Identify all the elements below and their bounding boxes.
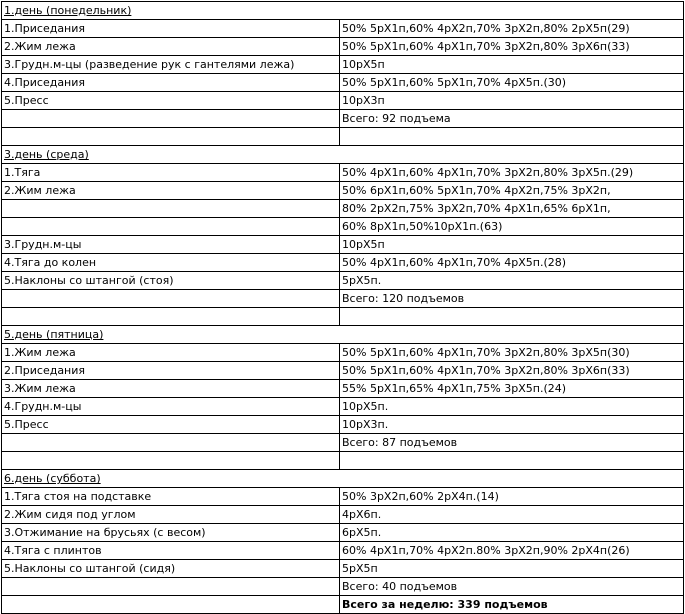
exercise-scheme: 5рХ5п [340,560,684,578]
exercise-scheme: 10рХ3п [340,92,684,110]
empty-cell [2,308,340,326]
exercise-name: 1.Тяга [2,164,340,182]
empty-cell [340,452,684,470]
exercise-scheme: 50% 5рХ1п,60% 4рХ1п,70% 3рХ2п,80% 3рХ6п(33) [340,38,684,56]
section-header-row [2,470,684,488]
section-title: 1.день (понедельник) [2,2,684,20]
exercise-row [2,182,684,200]
exercise-scheme: 50% 4рХ1п,60% 4рХ1п,70% 4рХ5п.(28) [340,254,684,272]
exercise-name: 1.Жим лежа [2,344,340,362]
exercise-name: 3.Грудн.м-цы [2,236,340,254]
exercise-scheme: 50% 4рХ1п,60% 4рХ1п,70% 3рХ2п,80% 3рХ5п.(29) [340,164,684,182]
exercise-row [2,218,684,236]
exercise-scheme: 10рХ3п. [340,416,684,434]
exercise-scheme: 50% 6рХ1п,60% 5рХ1п,70% 4рХ2п,75% 3рХ2п, [340,182,684,200]
exercise-name: 2.Жим лежа [2,38,340,56]
section-total: Всего: 120 подъемов [340,290,684,308]
exercise-name: 2.Жим сидя под углом [2,506,340,524]
exercise-row [2,542,684,560]
empty-cell [2,110,340,128]
exercise-scheme: 50% 5рХ1п,60% 4рХ2п,70% 3рХ2п,80% 2рХ5п(29) [340,20,684,38]
exercise-scheme: 55% 5рХ1п,65% 4рХ1п,75% 3рХ5п.(24) [340,380,684,398]
exercise-row [2,164,684,182]
exercise-scheme: 60% 4рХ1п,70% 4рХ2п.80% 3рХ2п,90% 2рХ4п(26) [340,542,684,560]
exercise-row [2,56,684,74]
exercise-name: 4.Тяга с плинтов [2,542,340,560]
exercise-scheme: 50% 5рХ1п,60% 5рХ1п,70% 4рХ5п.(30) [340,74,684,92]
section-total: Всего: 92 подъема [340,110,684,128]
empty-cell [2,290,340,308]
section-title: 3.день (среда) [2,146,684,164]
exercise-name: 3.Жим лежа [2,380,340,398]
exercise-scheme: 4рХ6п. [340,506,684,524]
empty-cell [2,128,340,146]
exercise-scheme: 50% 5рХ1п,60% 4рХ1п,70% 3рХ2п,80% 3рХ6п(33) [340,362,684,380]
exercise-row [2,416,684,434]
exercise-name: 2.Жим лежа [2,182,340,200]
exercise-name: 1.Тяга стоя на подставке [2,488,340,506]
empty-cell [2,434,340,452]
exercise-name: 4.Грудн.м-цы [2,398,340,416]
exercise-row [2,488,684,506]
blank-row [2,128,684,146]
week-total: Всего за неделю: 339 подъемов [340,596,684,614]
exercise-scheme: 80% 2рХ2п,75% 3рХ2п,70% 4рХ1п,65% 6рХ1п, [340,200,684,218]
exercise-name: 1.Приседания [2,20,340,38]
exercise-row [2,560,684,578]
blank-row [2,308,684,326]
exercise-row [2,92,684,110]
empty-cell [2,578,340,596]
section-total-row [2,434,684,452]
exercise-name: 3.Грудн.м-цы (разведение рук с гантелями лежа) [2,56,340,74]
exercise-row [2,398,684,416]
exercise-name: 5.Наклоны со штангой (стоя) [2,272,340,290]
empty-cell [2,452,340,470]
exercise-scheme: 10рХ5п [340,236,684,254]
empty-cell [2,596,340,614]
exercise-name: 2.Приседания [2,362,340,380]
exercise-row [2,254,684,272]
exercise-row [2,38,684,56]
exercise-name: 5.Пресс [2,92,340,110]
exercise-row [2,380,684,398]
exercise-scheme: 5рХ5п. [340,272,684,290]
exercise-scheme: 6рХ5п. [340,524,684,542]
section-total-row [2,578,684,596]
exercise-row [2,272,684,290]
section-title: 5.день (пятница) [2,326,684,344]
exercise-scheme: 10рХ5п. [340,398,684,416]
section-header-row [2,2,684,20]
exercise-row [2,344,684,362]
exercise-name: 5.Пресс [2,416,340,434]
exercise-name: 4.Приседания [2,74,340,92]
section-header-row [2,146,684,164]
exercise-name [2,200,340,218]
empty-cell [340,308,684,326]
exercise-name: 3.Отжимание на брусьях (с весом) [2,524,340,542]
exercise-scheme: 60% 8рХ1п,50%10рХ1п.(63) [340,218,684,236]
exercise-row [2,74,684,92]
exercise-name: 5.Наклоны со штангой (сидя) [2,560,340,578]
empty-cell [340,128,684,146]
section-header-row [2,326,684,344]
workout-table [1,1,684,614]
exercise-scheme: 10рХ5п [340,56,684,74]
week-total-row [2,596,684,614]
exercise-scheme: 50% 3рХ2п,60% 2рХ4п.(14) [340,488,684,506]
exercise-name: 4.Тяга до колен [2,254,340,272]
exercise-name [2,218,340,236]
exercise-row [2,524,684,542]
section-total-row [2,110,684,128]
section-title: 6.день (суббота) [2,470,684,488]
exercise-row [2,20,684,38]
exercise-scheme: 50% 5рХ1п,60% 4рХ1п,70% 3рХ2п,80% 3рХ5п(30) [340,344,684,362]
exercise-row [2,200,684,218]
exercise-row [2,362,684,380]
section-total-row [2,290,684,308]
exercise-row [2,236,684,254]
section-total: Всего: 40 подъемов [340,578,684,596]
section-total: Всего: 87 подъемов [340,434,684,452]
blank-row [2,452,684,470]
exercise-row [2,506,684,524]
